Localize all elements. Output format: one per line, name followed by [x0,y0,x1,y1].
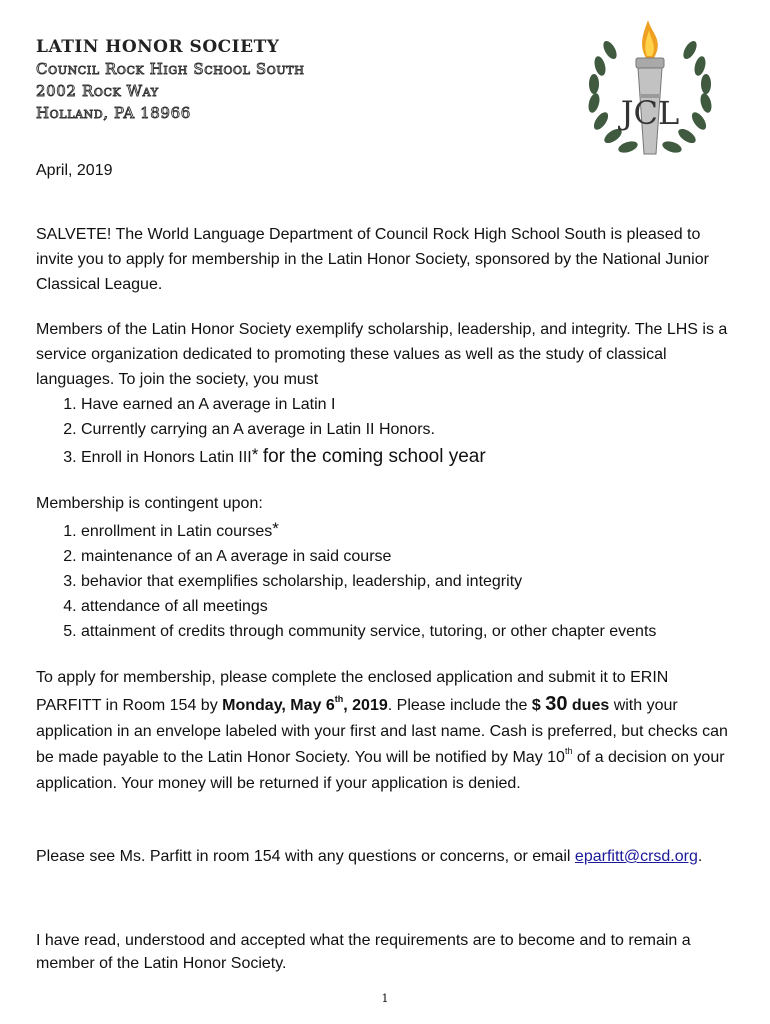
members-paragraph: Members of the Latin Honor Society exemplify scholarship, leadership, and integrity. The LHS is a service organization dedicated to promoting these values as well as the study of classical languages. To join the society, you must [36,321,728,388]
letterhead [36,36,304,124]
list-item-text: Enroll in Honors Latin III [81,449,252,466]
org-name: LATIN HONOR SOCIETY [36,37,280,57]
deadline: Monday, May 6 [222,697,335,714]
logo-text: JCL [620,94,680,132]
intro-paragraph: SALVETE! The World Language Department of Council Rock High School South is pleased to invite you to apply for membership in the Latin Honor Society, sponsored by the National Junior Classical League. [36,226,709,293]
letter-date: April, 2019 [36,162,113,179]
requirements-section [36,317,736,470]
page-number: 1 [381,992,389,1005]
contact-paragraph: Please see Ms. Parfitt in room 154 with any questions or concerns, or email eparfitt@crsd.org. [36,848,703,865]
contingent-section [36,491,736,644]
list-item-tail: for the coming school year [262,446,486,467]
list-item: 1. Have earned an A average in Latin I [81,392,736,417]
email-link[interactable]: eparfitt@crsd.org [574,848,698,865]
school-name: Council Rock High School South [36,60,305,78]
torch-laurel-wreath-icon [580,14,720,169]
dues-amount: $ 30 dues [531,693,610,715]
list-item: 2. maintenance of an A average in said course [81,544,736,569]
list-item: 2. Currently carrying an A average in Latin II Honors. [81,417,736,442]
contingent-list [36,516,736,644]
list-item: 4. attendance of all meetings [81,594,736,619]
requirements-list [36,392,736,470]
list-item: 1. enrollment in Latin courses* [81,516,736,544]
contingent-heading: Membership is contingent upon: [36,495,263,512]
street-address: 2002 Rock Way [36,82,159,100]
city-address: Holland, PA 18966 [36,104,191,122]
list-item: 5. attainment of credits through community service, tutoring, or other chapter events [81,619,736,644]
acknowledgement-paragraph: I have read, understood and accepted what the requirements are to become and to remain a member of the Latin Honor Society. [36,932,691,972]
list-item: 3. behavior that exemplifies scholarship, leadership, and integrity [81,569,736,594]
apply-paragraph: To apply for membership, please complete the enclosed application and submit it to ERIN PARFITT in Room 154 by Monday, May 6th, 2019. Please include the $ 30 dues with your application in an envelope labeled with your first and last name. Cash is preferred, but checks can be made payable to the Latin Honor Society. You will be notified by May 10th of a decision on your application. Your money will be returned if your application is denied. [36,669,728,792]
list-item: 3. Enroll in Honors Latin III* for the coming school year [81,442,736,470]
